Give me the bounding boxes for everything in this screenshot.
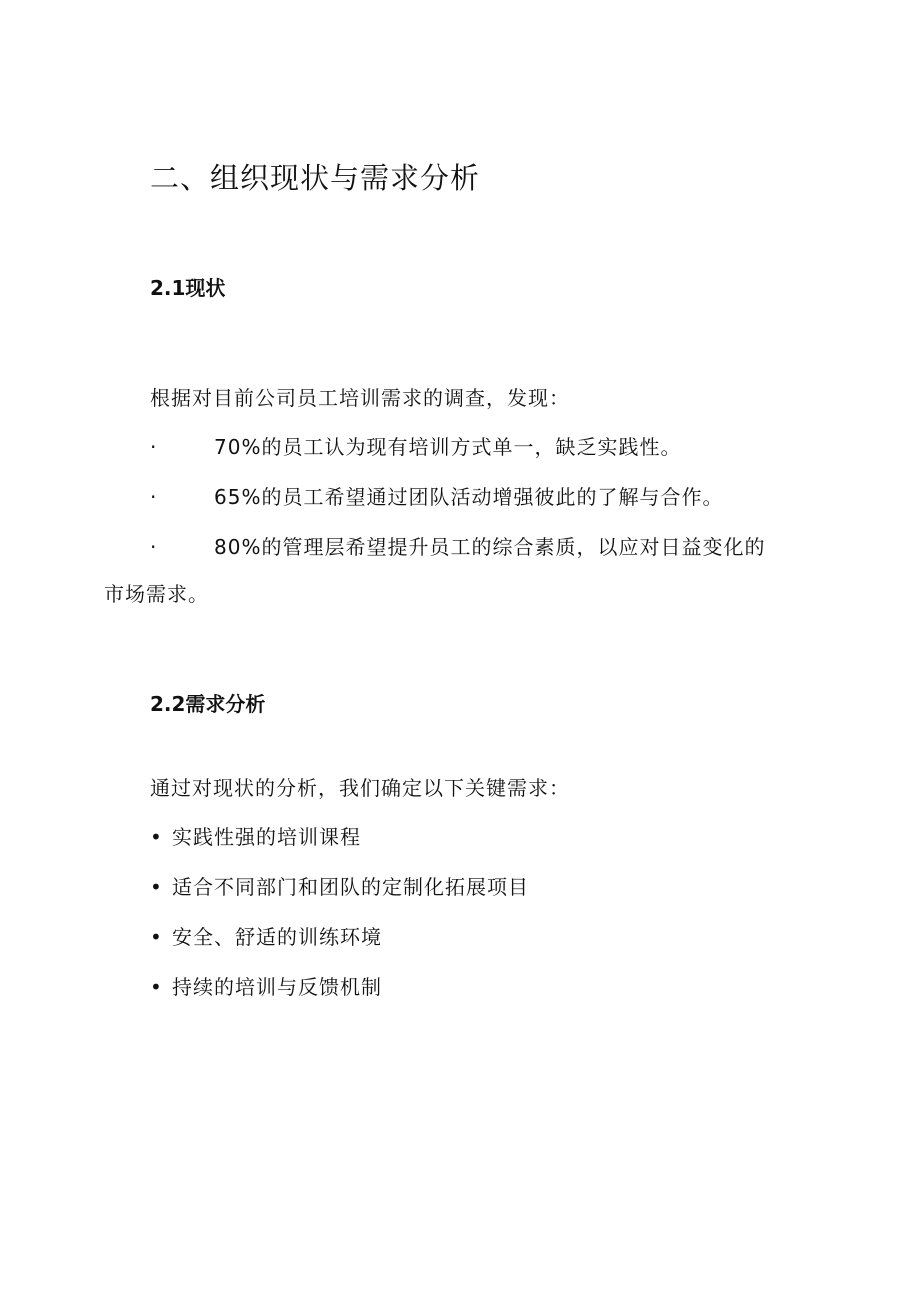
status-item-text: 70%的员工认为现有培训方式单一，缺乏实践性。 — [214, 435, 682, 459]
status-item-3-continuation: 市场需求。 — [104, 582, 209, 606]
status-item-1 — [150, 431, 681, 460]
need-item-text: 适合不同部门和团队的定制化拓展项目 — [172, 875, 529, 899]
needs-intro: 通过对现状的分析，我们确定以下关键需求： — [150, 776, 570, 800]
need-item-3 — [150, 921, 382, 950]
section-title: 二、组织现状与需求分析 — [150, 161, 481, 195]
status-item-text: 65%的员工希望通过团队活动增强彼此的了解与合作。 — [214, 485, 724, 509]
bullet-symbol: · — [150, 435, 157, 459]
status-item-3 — [150, 531, 765, 560]
status-item-text: 80%的管理层希望提升员工的综合素质，以应对日益变化的 — [214, 535, 766, 559]
need-item-text: 安全、舒适的训练环境 — [172, 925, 382, 949]
bullet-symbol: · — [150, 535, 157, 559]
bullet-symbol: • — [150, 875, 163, 899]
status-heading: 2.1现状 — [150, 276, 226, 300]
bullet-symbol: • — [150, 825, 163, 849]
bullet-symbol: • — [150, 925, 163, 949]
need-item-text: 持续的培训与反馈机制 — [172, 975, 382, 999]
needs-heading: 2.2需求分析 — [150, 692, 266, 716]
need-item-2 — [150, 871, 529, 900]
bullet-symbol: · — [150, 485, 157, 509]
bullet-symbol: • — [150, 975, 163, 999]
status-item-2 — [150, 481, 723, 510]
need-item-text: 实践性强的培训课程 — [172, 825, 361, 849]
status-intro: 根据对目前公司员工培训需求的调查，发现： — [150, 386, 570, 410]
need-item-4 — [150, 971, 382, 1000]
need-item-1 — [150, 821, 361, 850]
